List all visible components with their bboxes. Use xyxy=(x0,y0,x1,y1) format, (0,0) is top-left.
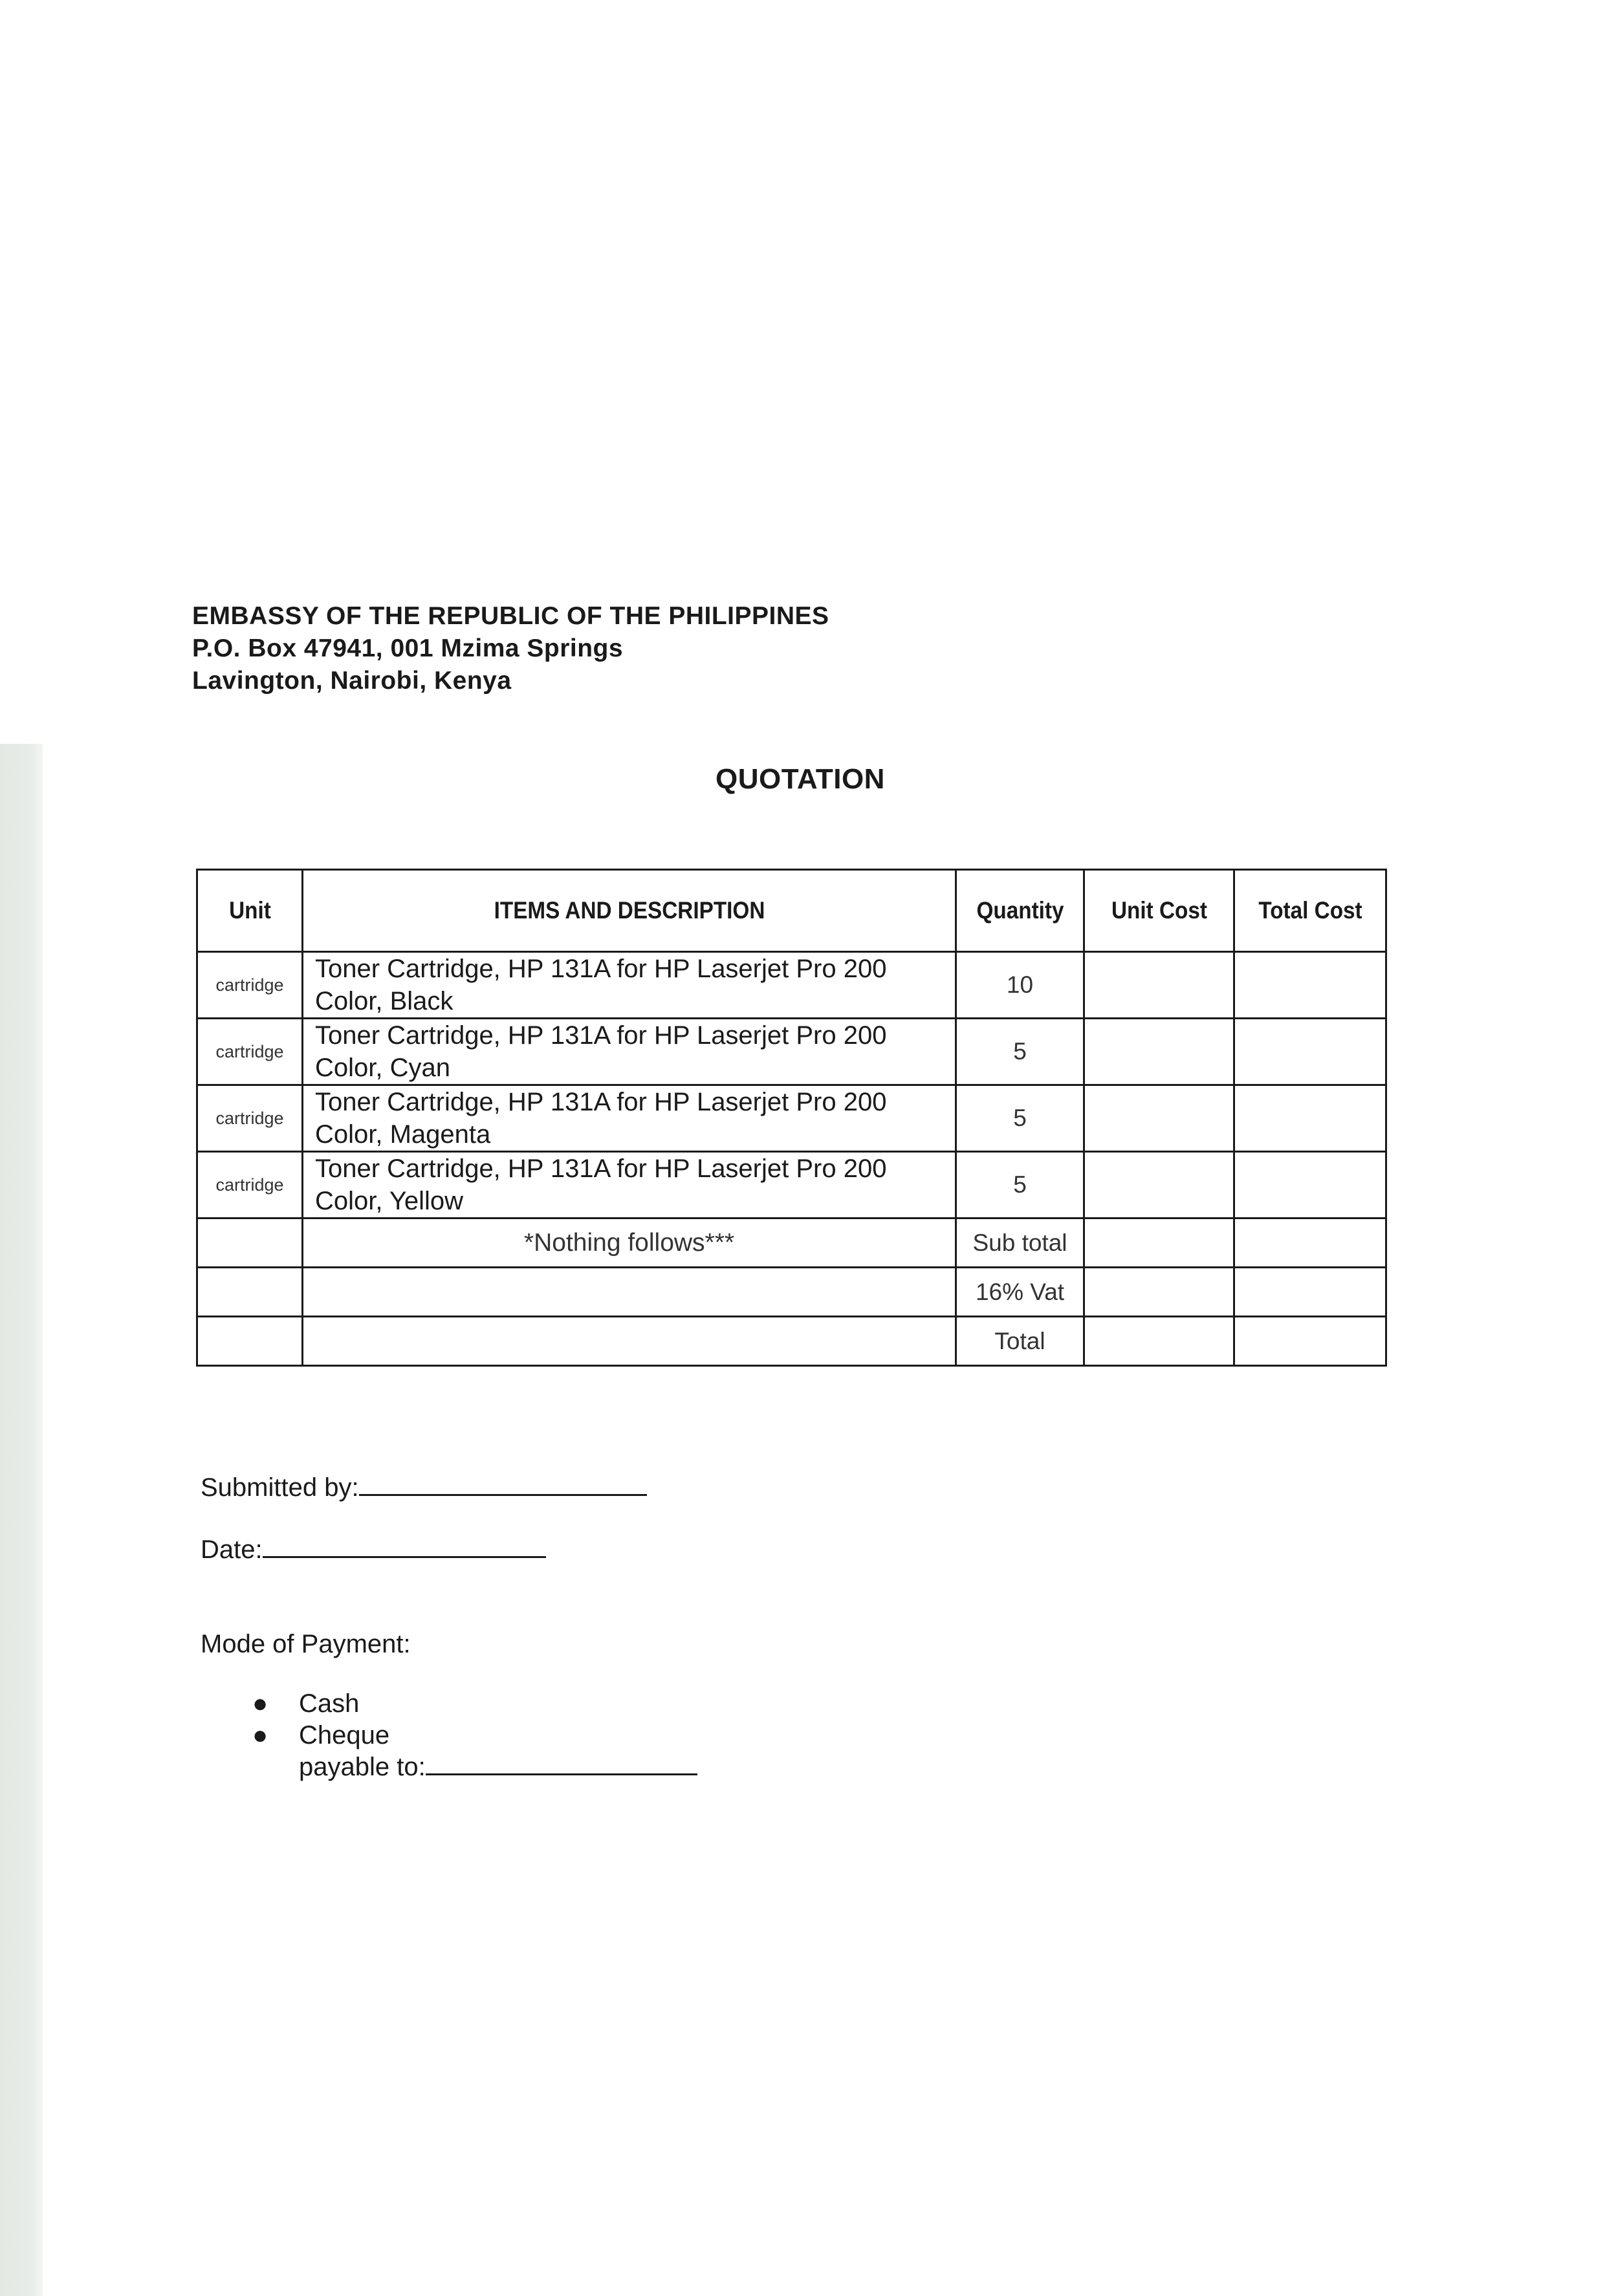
total-label: Total xyxy=(956,1317,1084,1366)
vat-total-cost[interactable] xyxy=(1234,1268,1386,1317)
cell-quantity: 5 xyxy=(956,1085,1084,1152)
total-row xyxy=(197,1317,1386,1366)
table-row xyxy=(197,952,1386,1019)
subtotal-total-cost[interactable] xyxy=(1234,1218,1386,1268)
nothing-follows-note: *Nothing follows*** xyxy=(303,1218,956,1268)
cell-description xyxy=(303,952,956,1019)
description-color: Color, Yellow xyxy=(315,1187,464,1215)
cell-quantity: 10 xyxy=(956,952,1084,1019)
cell-unit-cost[interactable] xyxy=(1084,1085,1234,1152)
cell-unit: cartridge xyxy=(197,1152,303,1218)
description-color: Color, Cyan xyxy=(315,1054,450,1082)
submitted-by-label: Submitted by: xyxy=(201,1473,359,1502)
letterhead-po-box: P.O. Box 47941, 001 Mzima Springs xyxy=(192,634,624,662)
cell-unit: cartridge xyxy=(197,952,303,1019)
date-field xyxy=(201,1535,546,1565)
cell-unit-cost[interactable] xyxy=(1084,952,1234,1019)
cell-unit: cartridge xyxy=(197,1019,303,1085)
table-header-row xyxy=(197,870,1386,952)
cell-unit xyxy=(197,1317,303,1366)
vat-row xyxy=(197,1268,1386,1317)
cell-unit xyxy=(197,1218,303,1268)
scan-edge-shadow xyxy=(0,744,43,2296)
bullet-icon: ● xyxy=(252,1689,268,1718)
total-total-cost[interactable] xyxy=(1234,1317,1386,1366)
payment-option-cheque xyxy=(252,1720,697,1751)
cell-description xyxy=(303,1085,956,1152)
cell-unit-cost[interactable] xyxy=(1084,1152,1234,1218)
subtotal-label: Sub total xyxy=(956,1218,1084,1268)
submitted-by-field xyxy=(201,1473,647,1502)
header-total-cost: Total Cost xyxy=(1241,870,1379,952)
page-title: QUOTATION xyxy=(716,763,885,795)
cell-unit-cost[interactable] xyxy=(1084,1019,1234,1085)
cell-description xyxy=(303,1317,956,1366)
cell-unit xyxy=(197,1268,303,1317)
subtotal-unit-cost[interactable] xyxy=(1084,1218,1234,1268)
cell-total-cost[interactable] xyxy=(1234,952,1386,1019)
payable-to-label: payable to: xyxy=(299,1753,426,1781)
cell-total-cost[interactable] xyxy=(1234,1085,1386,1152)
header-quantity: Quantity xyxy=(962,870,1077,952)
description-line: Toner Cartridge, HP 131A for HP Laserjet Pro 200 xyxy=(315,1021,887,1050)
header-items: ITEMS AND DESCRIPTION xyxy=(335,870,923,952)
cell-total-cost[interactable] xyxy=(1234,1019,1386,1085)
payment-option-label: Cash xyxy=(299,1689,360,1718)
date-line[interactable] xyxy=(263,1537,546,1558)
table-row xyxy=(197,1152,1386,1218)
cell-unit: cartridge xyxy=(197,1085,303,1152)
cell-description xyxy=(303,1268,956,1317)
vat-unit-cost[interactable] xyxy=(1084,1268,1234,1317)
description-line: Toner Cartridge, HP 131A for HP Laserjet Pro 200 xyxy=(315,1088,887,1116)
description-color: Color, Black xyxy=(315,987,454,1015)
header-unit: Unit xyxy=(202,870,298,952)
letterhead-org: EMBASSY OF THE REPUBLIC OF THE PHILIPPINES xyxy=(192,602,829,630)
cell-quantity: 5 xyxy=(956,1152,1084,1218)
letterhead xyxy=(192,600,829,697)
payment-options-list xyxy=(252,1688,697,1783)
date-label: Date: xyxy=(201,1535,263,1564)
payable-to-field xyxy=(252,1751,697,1783)
cell-total-cost[interactable] xyxy=(1234,1152,1386,1218)
mode-of-payment-label: Mode of Payment: xyxy=(201,1630,411,1658)
table-row xyxy=(197,1019,1386,1085)
payable-to-line[interactable] xyxy=(426,1754,697,1775)
table-row xyxy=(197,1085,1386,1152)
description-line: Toner Cartridge, HP 131A for HP Laserjet Pro 200 xyxy=(315,1154,887,1183)
cell-quantity: 5 xyxy=(956,1019,1084,1085)
total-unit-cost[interactable] xyxy=(1084,1317,1234,1366)
letterhead-location: Lavington, Nairobi, Kenya xyxy=(192,667,512,695)
vat-label: 16% Vat xyxy=(956,1268,1084,1317)
submitted-by-line[interactable] xyxy=(359,1475,647,1496)
quotation-table xyxy=(196,869,1387,1367)
payment-option-label: Cheque xyxy=(299,1721,390,1749)
cell-description xyxy=(303,1019,956,1085)
description-line: Toner Cartridge, HP 131A for HP Laserjet Pro 200 xyxy=(315,955,887,983)
description-color: Color, Magenta xyxy=(315,1120,491,1149)
header-unit-cost: Unit Cost xyxy=(1091,870,1227,952)
bullet-icon: ● xyxy=(252,1721,268,1749)
subtotal-row xyxy=(197,1218,1386,1268)
payment-option-cash xyxy=(252,1688,697,1720)
cell-description xyxy=(303,1152,956,1218)
